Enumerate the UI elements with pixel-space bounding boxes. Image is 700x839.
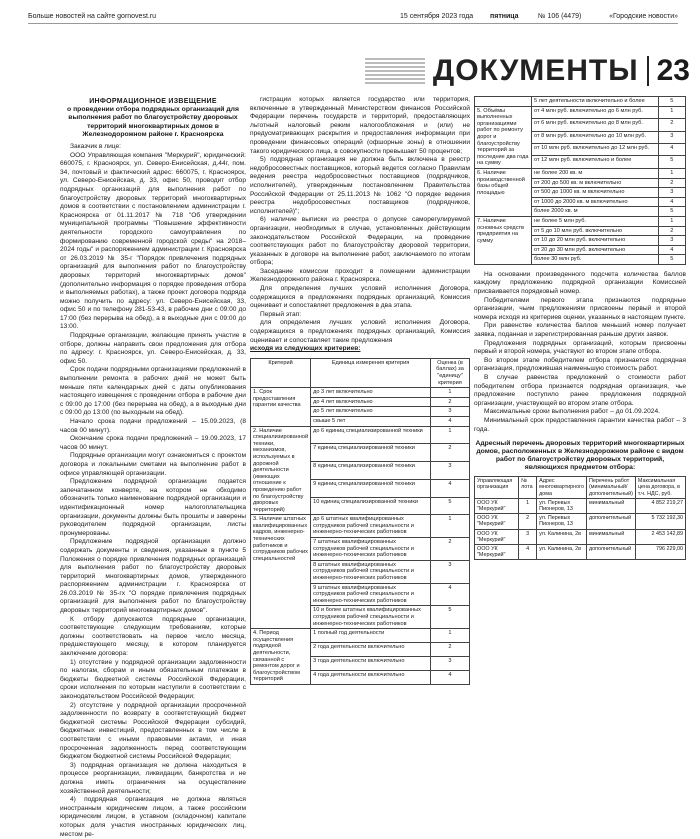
- column-3: [474, 96, 686, 560]
- table-row: [251, 426, 470, 444]
- table-row: [475, 106, 686, 118]
- table-row: [475, 97, 686, 107]
- unit-cell: свыше 5 лет: [311, 416, 431, 426]
- score-cell: 2: [430, 538, 469, 561]
- lot-cell: 3: [519, 529, 537, 544]
- unit-cell: 4 года деятельности включительно: [311, 671, 431, 685]
- criterion-cell: 5. Объёмы выполненных организациями работ по ремонту дорог и благоустройству территорий за последние два года на сумму: [475, 106, 532, 168]
- works-cell: минимальный: [586, 498, 635, 513]
- unit-cell: 5 лет деятельности включительно и более: [531, 97, 658, 107]
- addr-header-price: Максимальная цена договора, в т.ч. НДС, руб.: [635, 477, 685, 499]
- paragraph: Подрядные организации, желающие принять участие в отборе, должны направить свои предложения для отбора по адресу: г. Красноярск, ул. Северо-Енисейская, д. 33, офис 50.: [60, 332, 246, 365]
- unit-cell: от 200 до 500 кв. м включительно: [531, 178, 658, 188]
- column-1-body: [60, 143, 246, 839]
- score-cell: 3: [430, 407, 469, 417]
- unit-cell: от 5 до 10 млн руб. включительно: [531, 226, 658, 236]
- org-cell: ООО УК "Меркурий": [475, 498, 519, 513]
- score-cell: 4: [658, 197, 685, 207]
- notice-title: ИНФОРМАЦИОННОЕ ИЗВЕЩЕНИЕ: [89, 98, 217, 105]
- score-cell: 3: [658, 236, 685, 246]
- unit-cell: 1 полный год деятельности: [311, 629, 431, 643]
- unit-cell: до 6 штатных квалифицированных сотрудников рабочей специальности и инженерно-технических работников: [311, 515, 431, 538]
- paragraph: Предложение подрядной организации должно содержать документы и сведения, указанные в пункте 5 Положения о порядке привлечения подрядных организаций для выполнения работ по благоустройству дворовых территорий многоквартирных домов, утвержденного распоряжением администрации г. Красноярска от 26.03.2019 № 35-гх "О порядке привлечения подрядных организаций для выполнения работ по благоустройству дворовых территорий многоквартирных домов".: [60, 538, 246, 615]
- header-divider: [647, 56, 649, 86]
- address-cell: ул. Калинина, 2в: [537, 544, 587, 559]
- works-cell: дополнительный: [586, 514, 635, 529]
- unit-cell: 7 единиц специализированной техники: [311, 444, 431, 462]
- paragraph: 4) подрядная организация не должна являться иностранным юридическим лицом, а также российским юридическим лицом, в уставном (складочном) капитале которых доля участия иностранных юридических лиц, местом ре-: [60, 796, 246, 838]
- unit-cell: от 4 млн руб. включительно до 6 млн руб.: [531, 106, 658, 118]
- table-row: [475, 514, 686, 529]
- score-cell: 5: [430, 497, 469, 515]
- section-header: [360, 52, 690, 90]
- unit-cell: от 12 млн руб. включительно и более: [531, 156, 658, 168]
- price-cell: 4 852 219,27: [635, 498, 685, 513]
- criteria-table-continued: [474, 96, 686, 265]
- criteria-intro-bold: исходя из следующих критериев:: [250, 345, 361, 353]
- section-title: ДОКУМЕНТЫ: [432, 54, 639, 87]
- unit-cell: от 10 до 20 млн руб. включительно: [531, 236, 658, 246]
- criterion-cell: 4. Период осуществления подрядной деятельности, связанной с ремонтом дорог и благоустройством территорий: [251, 629, 311, 685]
- score-cell: 4: [658, 245, 685, 255]
- unit-cell: 8 единиц специализированной техники: [311, 462, 431, 480]
- top-bar: [28, 10, 678, 24]
- unit-cell: от 20 до 30 млн руб. включительно: [531, 245, 658, 255]
- site-link[interactable]: Больше новостей на сайте gornovest.ru: [28, 13, 157, 20]
- criterion-cell: 3. Наличие штатных квалифицированных кадров, инженерно-технических работников и сотрудников рабочих специальностей: [251, 515, 311, 629]
- unit-cell: 3 года деятельности включительно: [311, 657, 431, 671]
- score-cell: 5: [430, 606, 469, 629]
- criterion-cell: 2. Наличие специализированной техники, механизмов, используемых в дорожной деятельности (имеющих отношение к проведению работ по благоустройству дворовых территорий): [251, 426, 311, 515]
- paragraph: Окончание срока подачи предложений – 19.09.2023, 17 часов 00 минут.: [60, 435, 246, 451]
- paragraph: 1) отсутствие у подрядной организации задолженности по налогам, сборам и иным обязательным платежам в бюджеты бюджетной системы Российской Федерации, сроки исполнения по которым наступили в соответствии с законодательством Российской Федерации;: [60, 658, 246, 701]
- addr-header-address: Адрес многоквартирного дома: [537, 477, 587, 499]
- score-cell: 2: [430, 643, 469, 657]
- price-cell: 2 453 142,89: [635, 529, 685, 544]
- paragraph: Первый этап:: [260, 310, 302, 318]
- table-row: [251, 515, 470, 538]
- paragraph: Заказчик в лице:: [70, 143, 121, 151]
- issue-day: пятница: [490, 13, 519, 20]
- criteria-table: [250, 358, 470, 685]
- score-cell: 3: [658, 131, 685, 143]
- org-cell: ООО УК "Меркурий": [475, 514, 519, 529]
- unit-cell: более 2000 кв. м: [531, 207, 658, 217]
- criterion-cell: [475, 97, 532, 107]
- paragraph: 3) подрядная организация не должна находиться в процессе реорганизации, ликвидации, банкротства и не должна иметь ограничения на осуществление хозяйственной деятельности;: [60, 761, 246, 795]
- column-2: [250, 96, 470, 685]
- score-cell: 4: [430, 671, 469, 685]
- score-cell: 4: [430, 479, 469, 497]
- column-2-body: [250, 96, 470, 345]
- unit-cell: 9 единиц специализированной техники: [311, 479, 431, 497]
- score-cell: 1: [658, 216, 685, 226]
- score-cell: 4: [658, 144, 685, 156]
- table-row: [475, 216, 686, 226]
- unit-cell: от 8 млн руб. включительно до 10 млн руб.: [531, 131, 658, 143]
- paragraph: Предложения подрядных организаций, которым присвоены первый и второй номера, участвуют во втором этапе отбора.: [474, 339, 686, 356]
- paragraph: В случае равенства предложений о стоимости работ победителем отбора признается подрядная организация, чье предложение поступило ранее предложения подрядной организации, участвующей во втором этапе отбора.: [474, 374, 686, 407]
- notice-subtitle: о проведении отбора подрядных организаций для выполнения работ по благоустройству дворовых территорий многоквартирных домов в Железнодорожном районе г. Красноярска: [67, 106, 239, 138]
- criteria-header-criterion: Критерий: [251, 358, 311, 387]
- unit-cell: до 3 лет включительно: [311, 388, 431, 398]
- issue-number: № 106 (4479): [538, 13, 582, 20]
- price-cell: 796 229,00: [635, 544, 685, 559]
- unit-cell: от 500 до 1000 кв. м включительно: [531, 188, 658, 198]
- table-row: [475, 498, 686, 513]
- score-cell: 1: [430, 388, 469, 398]
- paragraph: ООО Управляющая компания "Меркурий", юридический: 660075, г. Красноярск, ул. Северо-Енисейская, д.44г, пом. 34, почтовый и фактический адрес: 660075, г. Красноярск, ул. Северо-Енисейская, д. 33, офис 50, проводит отбор подрядных организаций для выполнения работ по благоустройству дворовых территорий многоквартирных домов в соответствии с постановлением администрации г. Красноярска от 01.11.2017 № 718 "Об утверждении муниципальной программы "Повышение эффективности деятельности городского самоуправления по формированию современной городской среды" на 2018–2024 годы" и распоряжением администрации г. Красноярска от 26.03.2019 № 35-г "Порядок привлечения подрядных организаций для выполнения работ по благоустройству дворовых территорий многоквартирных домов" (дополнительно информация о порядке проведения отбора и выполняемых работах), а также проект договора подряда можно получить по адресу: ул. Северо-Енисейская, 33, офис 50 и по телефону 281-53-43, в рабочие дни с 09:00 до 17:00 (без перерыва на обед), а в выходные дни с 09:00 до 13:00.: [60, 151, 246, 331]
- address-table: [474, 476, 686, 560]
- addr-header-org: Управляющая организация: [475, 477, 519, 499]
- unit-cell: 7 штатных квалифицированных сотрудников рабочей специальности и инженерно-технических работников: [311, 538, 431, 561]
- score-cell: 3: [430, 657, 469, 671]
- unit-cell: не более 5 млн руб.: [531, 216, 658, 226]
- paragraph: Подрядные организации могут ознакомиться с проектом договора и локальными сметами на выполнение работ в офисе управляющей организации.: [60, 452, 246, 477]
- paragraph: К отбору допускаются подрядные организации, соответствующие следующим требованиям, которые должны соответствовать на первое число месяца, предшествующего месяцу, в котором планируется заключение договора:: [60, 615, 246, 658]
- works-cell: дополнительный: [586, 544, 635, 559]
- score-cell: 5: [658, 207, 685, 217]
- score-cell: 1: [430, 426, 469, 444]
- criteria-header-score: Оценка (в баллах) за "единицу" критерия: [430, 358, 469, 387]
- score-cell: 2: [658, 178, 685, 188]
- paragraph: Максимальные сроки выполнения работ – до 01.09.2024.: [484, 408, 660, 416]
- criterion-cell: 6. Наличие производственной базы общей площадью: [475, 168, 532, 216]
- address-list-title: Адресный перечень дворовых территорий многоквартирных домов, расположенных в Железнодорожном районе с видом работ по благоустройству дворовых территорий, являющихся предметом отбора:: [475, 440, 685, 472]
- unit-cell: более 30 млн руб.: [531, 255, 658, 265]
- unit-cell: от 6 млн руб. включительно до 8 млн руб.: [531, 119, 658, 131]
- lot-cell: 1: [519, 498, 537, 513]
- criterion-cell: 7. Наличие основных средств предприятия на сумму: [475, 216, 532, 264]
- unit-cell: 8 штатных квалифицированных сотрудников рабочей специальности и инженерно-технических работников: [311, 560, 431, 583]
- unit-cell: до 4 лет включительно: [311, 397, 431, 407]
- paragraph: Во втором этапе победителем отбора признается подрядная организация, предложившая наименьшую стоимость работ.: [474, 356, 686, 373]
- paragraph: 2) отсутствие у подрядной организации просроченной задолженности по возврату в соответствующий бюджет бюджетной системы Российской Федерации субсидий, бюджетных инвестиций, предоставленных в том числе в соответствии с иными правовыми актами, и иная просроченная задолженность перед соответствующим бюджетом бюджетной системы Российской Федерации;: [60, 701, 246, 761]
- paragraph: Начало срока подачи предложений – 15.09.2023, (8 часов 00 минут).: [60, 418, 246, 434]
- org-cell: ООО УК "Меркурий": [475, 544, 519, 559]
- score-cell: 1: [658, 106, 685, 118]
- paragraph: На основании произведенного подсчета количества баллов каждому предложению подрядной организации Комиссией присваивается порядковый номер.: [474, 270, 686, 296]
- unit-cell: от 1000 до 2000 кв. м включительно: [531, 197, 658, 207]
- address-cell: ул. Калинина, 2в: [537, 529, 587, 544]
- unit-cell: не более 200 кв. м: [531, 168, 658, 178]
- paragraph: Заседание комиссии проходит в помещении администрации Железнодорожного района г. Красноярска.: [250, 267, 470, 284]
- unit-cell: 10 единиц специализированной техники: [311, 497, 431, 515]
- score-cell: 1: [430, 515, 469, 538]
- unit-cell: 9 штатных квалифицированных сотрудников рабочей специальности и инженерно-технических работников: [311, 583, 431, 606]
- paragraph: для определения лучших условий исполнения Договора, содержащихся в предложениях подрядных организаций, Комиссия оценивает и сопоставляет такие предложения: [250, 319, 470, 344]
- score-cell: 3: [430, 462, 469, 480]
- score-cell: 2: [430, 444, 469, 462]
- score-cell: 2: [658, 226, 685, 236]
- score-cell: 5: [658, 255, 685, 265]
- criteria-header-unit: Единица измерения критерия: [311, 358, 431, 387]
- address-cell: ул. Перевых Пионеров, 13: [537, 498, 587, 513]
- unit-cell: до 5 лет включительно: [311, 407, 431, 417]
- addr-header-works: Перечень работ (минимальный/ дополнительный): [586, 477, 635, 499]
- score-cell: 5: [658, 156, 685, 168]
- paragraph: Победителями первого этапа признаются подрядные организации, чьим предложениям присвоены первый и второй номера исходя из критериев оценки, указанных в настоящем пункте.: [474, 296, 686, 321]
- score-cell: 3: [430, 560, 469, 583]
- paragraph: Предложение подрядной организации подается запечатанном конверте, на котором не обходимо обозначить только наименование подрядной организации и идентификационный номер налогоплательщика организации, документы должны быть прошиты и заверены руководителем подрядной организации, листы пронумерованы.: [60, 478, 246, 537]
- lot-cell: 4: [519, 544, 537, 559]
- score-cell: 5: [658, 97, 685, 107]
- table-row: [475, 529, 686, 544]
- address-cell: ул. Перевых Пионеров, 13: [537, 514, 587, 529]
- addr-header-lot: № лота: [519, 477, 537, 499]
- score-cell: 4: [430, 416, 469, 426]
- works-cell: минимальный: [586, 529, 635, 544]
- paragraph: 6) наличие выписки из реестра о допуске саморегулируемой организации, необходимых в случае, установленных действующим законодательством Российской Федерации, на проведение соответствующих работ по благоустройству дворовой территории, указанных в договоре на выполнение работ, заключаемого по итогам отбора;: [250, 216, 470, 267]
- paragraph: гистрации которых является государство или территория, включенные в утвержденный Министерством финансов Российской Федерации перечень государств и территорий, предоставляющих льготный налоговый режим налогообложения и (или) не предусматривающих раскрытия и предоставления информации при проведении финансовых операций (офшорные зоны) в отношении такого юридического лица, в совокупности превышает 50 процентов;: [250, 96, 470, 155]
- lot-cell: 2: [519, 514, 537, 529]
- paragraph: Минимальный срок предоставления гарантии качества работ – 3 года.: [474, 416, 686, 433]
- score-cell: 2: [658, 119, 685, 131]
- unit-cell: 2 года деятельности включительно: [311, 643, 431, 657]
- score-cell: 3: [658, 188, 685, 198]
- column-1: [60, 96, 246, 839]
- score-cell: 4: [430, 583, 469, 606]
- unit-cell: 10 и более штатных квалифицированных сотрудников рабочей специальности и инженерно-технических работников: [311, 606, 431, 629]
- notice-heading: [60, 98, 246, 139]
- page-number: 23: [656, 54, 690, 87]
- score-cell: 1: [430, 629, 469, 643]
- paragraph: 5) подрядная организация не должна быть включена в реестр недобросовестных поставщиков, который ведется согласно Правилам ведения реестра недобросовестных поставщиков (подрядчиков, исполнителей), утвержденным постановлением Правительства Российской Федерации от 25.11.2013 № 1062 "О порядке ведения реестра недобросовестных поставщиков (подрядчиков, исполнителей)";: [250, 156, 470, 215]
- issue-date: 15 сентября 2023 года: [400, 13, 474, 20]
- paragraph: При равенстве количества баллов меньший номер получает заявка, поданная и зарегистрированная раньше других заявок.: [474, 322, 686, 339]
- unit-cell: от 10 млн руб. включительно до 12 млн руб.: [531, 144, 658, 156]
- paragraph: Срок подачи подрядными организациями предложений в выполнении ремонта в рабочих дней не может быть меньше пяти календарных дней с даты опубликования настоящего извещения с проведении отбора в рабочие дни с 09:00 до 17:00 (без перерыва на обед), а в выходные дни с 09:00 до 13:00 (по выходным на обед).: [60, 366, 246, 417]
- table-row: [251, 388, 470, 398]
- table-row: [475, 544, 686, 559]
- paragraph: Для определения лучших условий исполнения Договора, содержащихся в предложениях подрядных организаций, Комиссия оценивает и сопоставляет предложения в два этапа.: [250, 285, 470, 310]
- table-row: [475, 168, 686, 178]
- table-row: [251, 629, 470, 643]
- org-cell: ООО УК "Меркурий": [475, 529, 519, 544]
- criterion-cell: 1. Срок предоставления гарантии качества: [251, 388, 311, 426]
- score-cell: 2: [430, 397, 469, 407]
- price-cell: 5 732 192,30: [635, 514, 685, 529]
- unit-cell: до 6 единиц специализированной техники: [311, 426, 431, 444]
- header-stripes: [365, 58, 425, 84]
- score-cell: 1: [658, 168, 685, 178]
- paper-name: «Городские новости»: [609, 13, 678, 20]
- column-3-body: [474, 271, 686, 434]
